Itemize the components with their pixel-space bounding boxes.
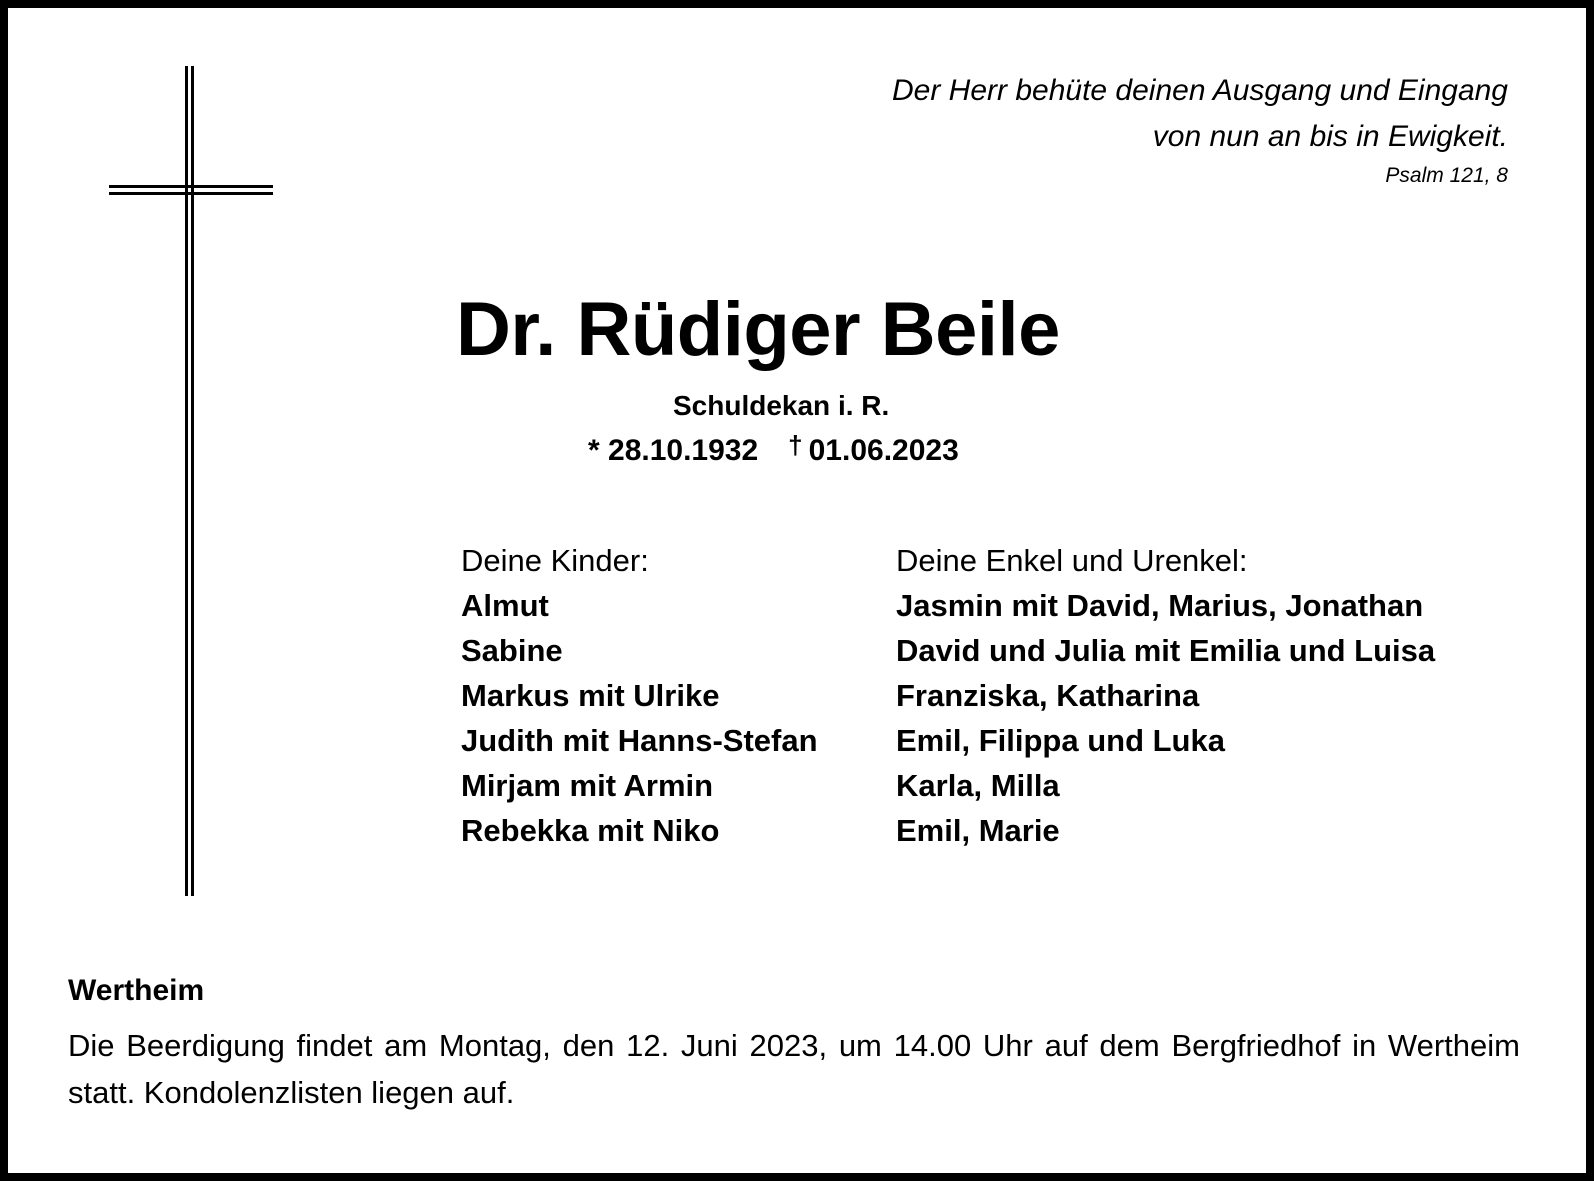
- list-item: Mirjam mit Armin: [461, 768, 714, 803]
- death-date: 01.06.2023: [808, 434, 959, 467]
- dagger-icon: †: [788, 430, 803, 460]
- children-heading: Deine Kinder:: [461, 543, 649, 578]
- list-item: Franziska, Katharina: [896, 678, 1200, 713]
- list-item: Rebekka mit Niko: [461, 813, 720, 848]
- verse-line-1: Der Herr behüte deinen Ausgang und Eingang: [892, 74, 1508, 107]
- list-item: David und Julia mit Emilia und Luisa: [896, 633, 1436, 668]
- list-item: Sabine: [461, 633, 563, 668]
- cross-icon: [106, 66, 276, 896]
- funeral-notice: Die Beerdigung findet am Montag, den 12. Juni 2023, um 14.00 Uhr auf dem Bergfriedhof in Wertheim statt. Kondolenzlisten liegen auf.: [68, 1028, 1520, 1110]
- children-list: [461, 538, 818, 853]
- list-item: Almut: [461, 588, 549, 623]
- deceased-name: Dr. Rüdiger Beile: [456, 287, 1060, 372]
- list-item: Markus mit Ulrike: [461, 678, 720, 713]
- list-item: Judith mit Hanns-Stefan: [461, 723, 818, 758]
- grandchildren-list: [896, 538, 1435, 853]
- verse-reference: Psalm 121, 8: [1385, 164, 1508, 187]
- grandchildren-heading: Deine Enkel und Urenkel:: [896, 543, 1248, 578]
- list-item: Karla, Milla: [896, 768, 1060, 803]
- deceased-title: Schuldekan i. R.: [673, 390, 890, 421]
- life-dates: [588, 430, 959, 468]
- birth-date: * 28.10.1932: [588, 434, 759, 467]
- list-item: Jasmin mit David, Marius, Jonathan: [896, 588, 1424, 623]
- list-item: Emil, Filippa und Luka: [896, 723, 1225, 758]
- verse-line-2: von nun an bis in Ewigkeit.: [1152, 120, 1508, 153]
- bible-verse: [892, 68, 1508, 192]
- funeral-place: Wertheim: [68, 974, 205, 1007]
- list-item: Emil, Marie: [896, 813, 1060, 848]
